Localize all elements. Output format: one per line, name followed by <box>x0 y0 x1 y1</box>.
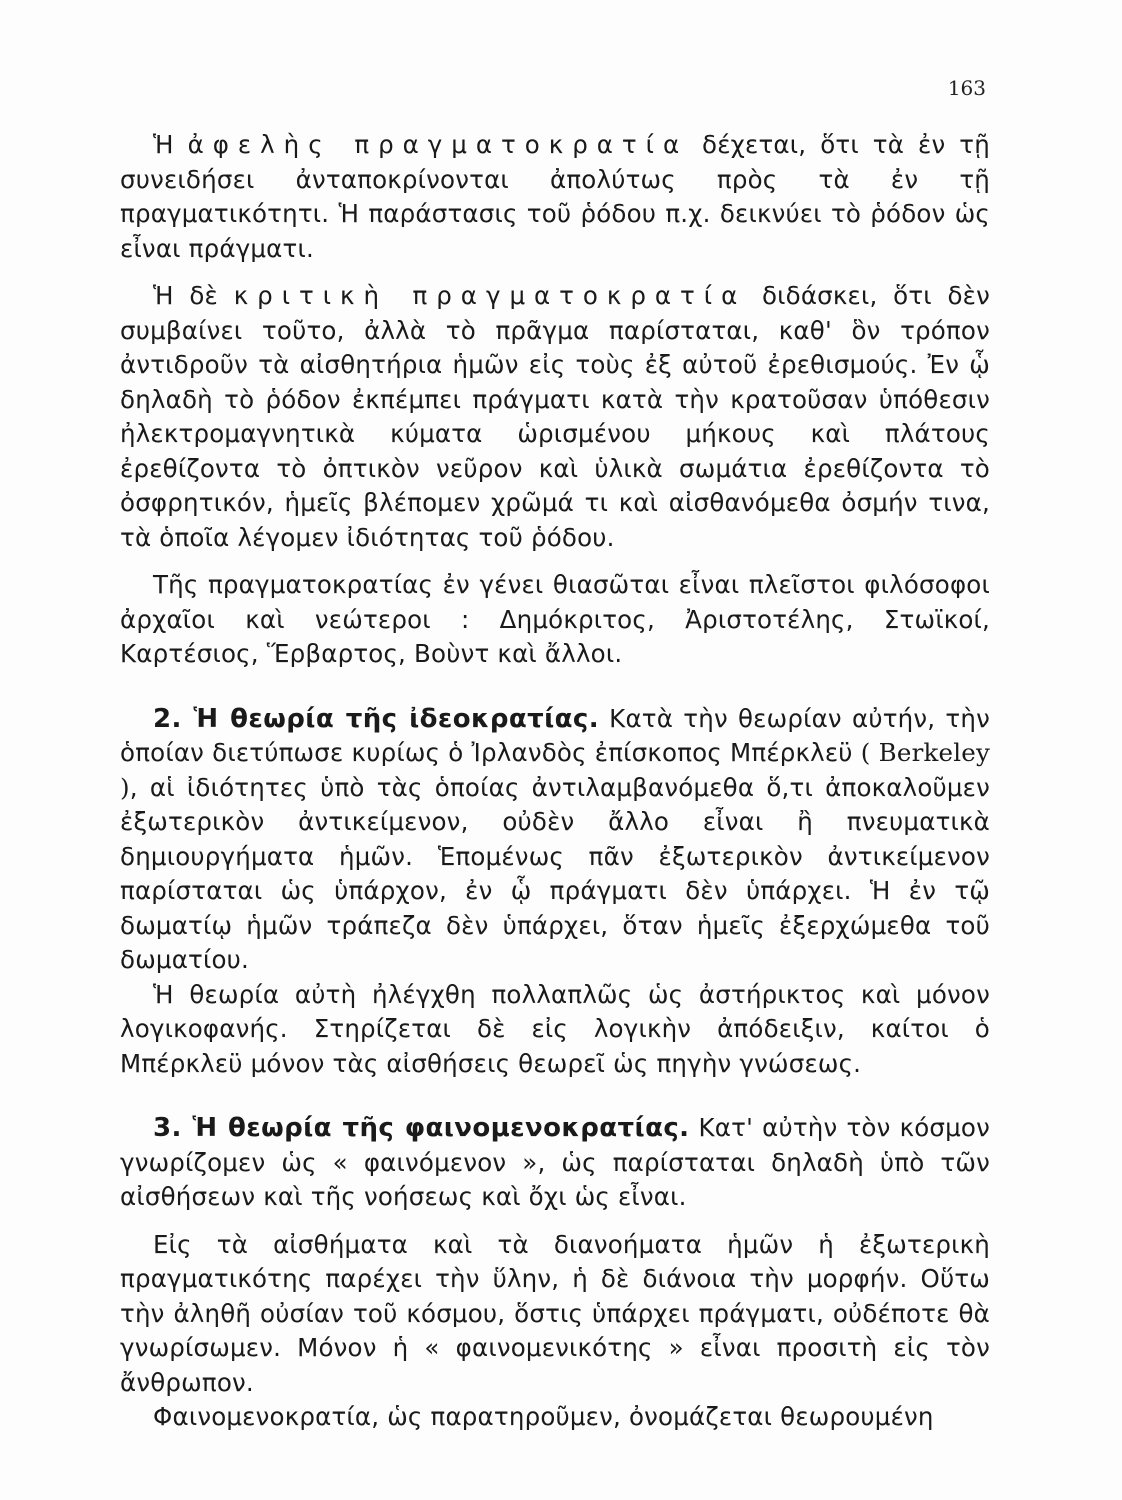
section-heading-idealism: 2. Ἡ θεωρία τῆς ἰδεοκρατίας. <box>153 703 600 734</box>
paragraph-matter-form <box>120 1228 990 1401</box>
paragraph-idealism-critique <box>120 978 990 1082</box>
paragraph-critical-realism <box>120 279 990 555</box>
paragraph-text: Κατ' αὐτὴν τὸν κόσμον γνωρίζομεν ὡς « φαινόμενον », ὡς παρίσταται δηλαδὴ ὑπὸ τῶν αἰσθήσεων καὶ τῆς νοήσεως καὶ ὄχι ὡς εἶναι. <box>120 1113 990 1211</box>
spaced-term: κριτικὴ πραγματοκρατία <box>233 281 747 310</box>
section-heading-phenomenalism: 3. Ἡ θεωρία τῆς φαινομενοκρατίας. <box>153 1113 690 1143</box>
paragraph-phenomenalism-continued <box>120 1400 990 1435</box>
paragraph-text: Ἡ θεωρία αὐτὴ ἠλέγχθη πολλαπλῶς ὡς ἀστήρικτος καὶ μόνον λογικοφανής. Στηρίζεται δὲ εἰς λογικὴν ἀπόδειξιν, καίτοι ὁ Μπέρκλεϋ μόνον τὰς αἰσθήσεις θεωρεῖ ὡς πηγὴν γνώσεως. <box>120 979 990 1078</box>
paragraph-text: δέχεται, ὅτι τὰ ἐν τῇ συνειδήσει ἀνταποκρίνονται ἀπολύτως πρὸς τὰ ἐν τῇ πραγματικότητι. Ἡ παράστασις τοῦ ῥόδου π.χ. δεικνύει τὸ ῥόδον ὡς εἶναι πράγματι. <box>120 130 990 263</box>
paragraph-text: Κατὰ τὴν θεωρίαν αὐτήν, τὴν ὁποίαν διετύπωσε κυρίως ὁ Ἰρλανδὸς ἐπίσκοπος Μπέρκλεϋ <box>120 703 990 767</box>
paragraph-text: Εἰς τὰ αἰσθήματα καὶ τὰ διανοήματα ἡμῶν ἡ ἐξωτερικὴ πραγματικότης παρέχει τὴν ὕλην, ἡ δὲ διάνοια τὴν μορφήν. Οὕτω τὴν ἀληθῆ οὐσίαν τοῦ κόσμου, ὅστις ὑπάρχει πράγματι, οὐδέποτε θὰ γνωρίσωμεν. Μόνον ἡ « φαινομενικότης » εἶναι προσιτὴ εἰς τὸν ἄνθρωπον. <box>120 1229 990 1397</box>
paragraph-text: διδάσκει, ὅτι δὲν συμβαίνει τοῦτο, ἀλλὰ τὸ πρᾶγμα παρίσταται, καθ' ὃν τρόπον ἀντιδροῦν τὰ αἰσθητήρια ἡμῶν εἰς τοὺς ἐξ αὐτοῦ ἐρεθισμούς. Ἐν ᾧ δηλαδὴ τὸ ῥόδον ἐκπέμπει πράγματι κατὰ τὴν κρατοῦσαν ὑπόθεσιν ἠλεκτρομαγνητικὰ κύματα ὡρισμένου μήκους καὶ πλάτους ἐρεθίζοντα τὸ ὀπτικὸν νεῦρον καὶ ὑλικὰ σωμάτια ἐρεθίζοντα τὸ ὀσφρητικόν, ἡμεῖς βλέπομεν χρῶμά τι καὶ αἰσθανόμεθα ὀσμήν τινα, τὰ ὁποῖα λέγομεν ἰδιότητας τοῦ ῥόδου. <box>120 281 990 552</box>
paragraph-text: , αἱ ἰδιότητες ὑπὸ τὰς ὁποίας ἀντιλαμβανόμεθα ὅ,τι ἀποκαλοῦμεν ἐξωτερικὸν ἀντικείμενον, οὐδὲν ἄλλο εἶναι ἢ πνευματικὰ δημιουργήματα ἡμῶν. Ἑπομένως πᾶν ἐξωτερικὸν ἀντικείμενον παρίσταται ὡς ὑπάρχον, ἐν ᾧ πράγματι δὲν ὑπάρχει. Ἡ ἐν τῷ δωματίῳ ἡμῶν τράπεζα δὲν ὑπάρχει, ὅταν ἡμεῖς ἐξερχώμεθα τοῦ δωματίου. <box>120 772 990 974</box>
paragraph-intro: Ἡ δὲ <box>153 281 234 310</box>
paragraph-intro: Ἡ <box>153 130 188 159</box>
paragraph-text: Τῆς πραγματοκρατίας ἐν γένει θιασῶται εἶναι πλεῖστοι φιλόσοφοι ἀρχαῖοι καὶ νεώτεροι : Δημόκριτος, Ἀριστοτέλης, Στωϊκοί, Καρτέσιος, Ἕρβαρτος, Βοὺντ καὶ ἄλλοι. <box>120 570 990 668</box>
paragraph-idealism <box>120 702 990 978</box>
paragraph-phenomenalism <box>120 1111 990 1215</box>
body-text <box>120 128 990 1435</box>
latin-name: ( Berkeley ) <box>120 738 990 802</box>
paragraph-naive-realism <box>120 128 990 266</box>
spaced-term: ἀφελὴς πραγματοκρατία <box>187 130 689 159</box>
paragraph-realism-adherents <box>120 568 990 672</box>
page-number: 163 <box>947 76 986 100</box>
paragraph-text: Φαινομενοκρατία, ὡς παρατηροῦμεν, ὀνομάζεται θεωρουμένη <box>153 1402 934 1431</box>
